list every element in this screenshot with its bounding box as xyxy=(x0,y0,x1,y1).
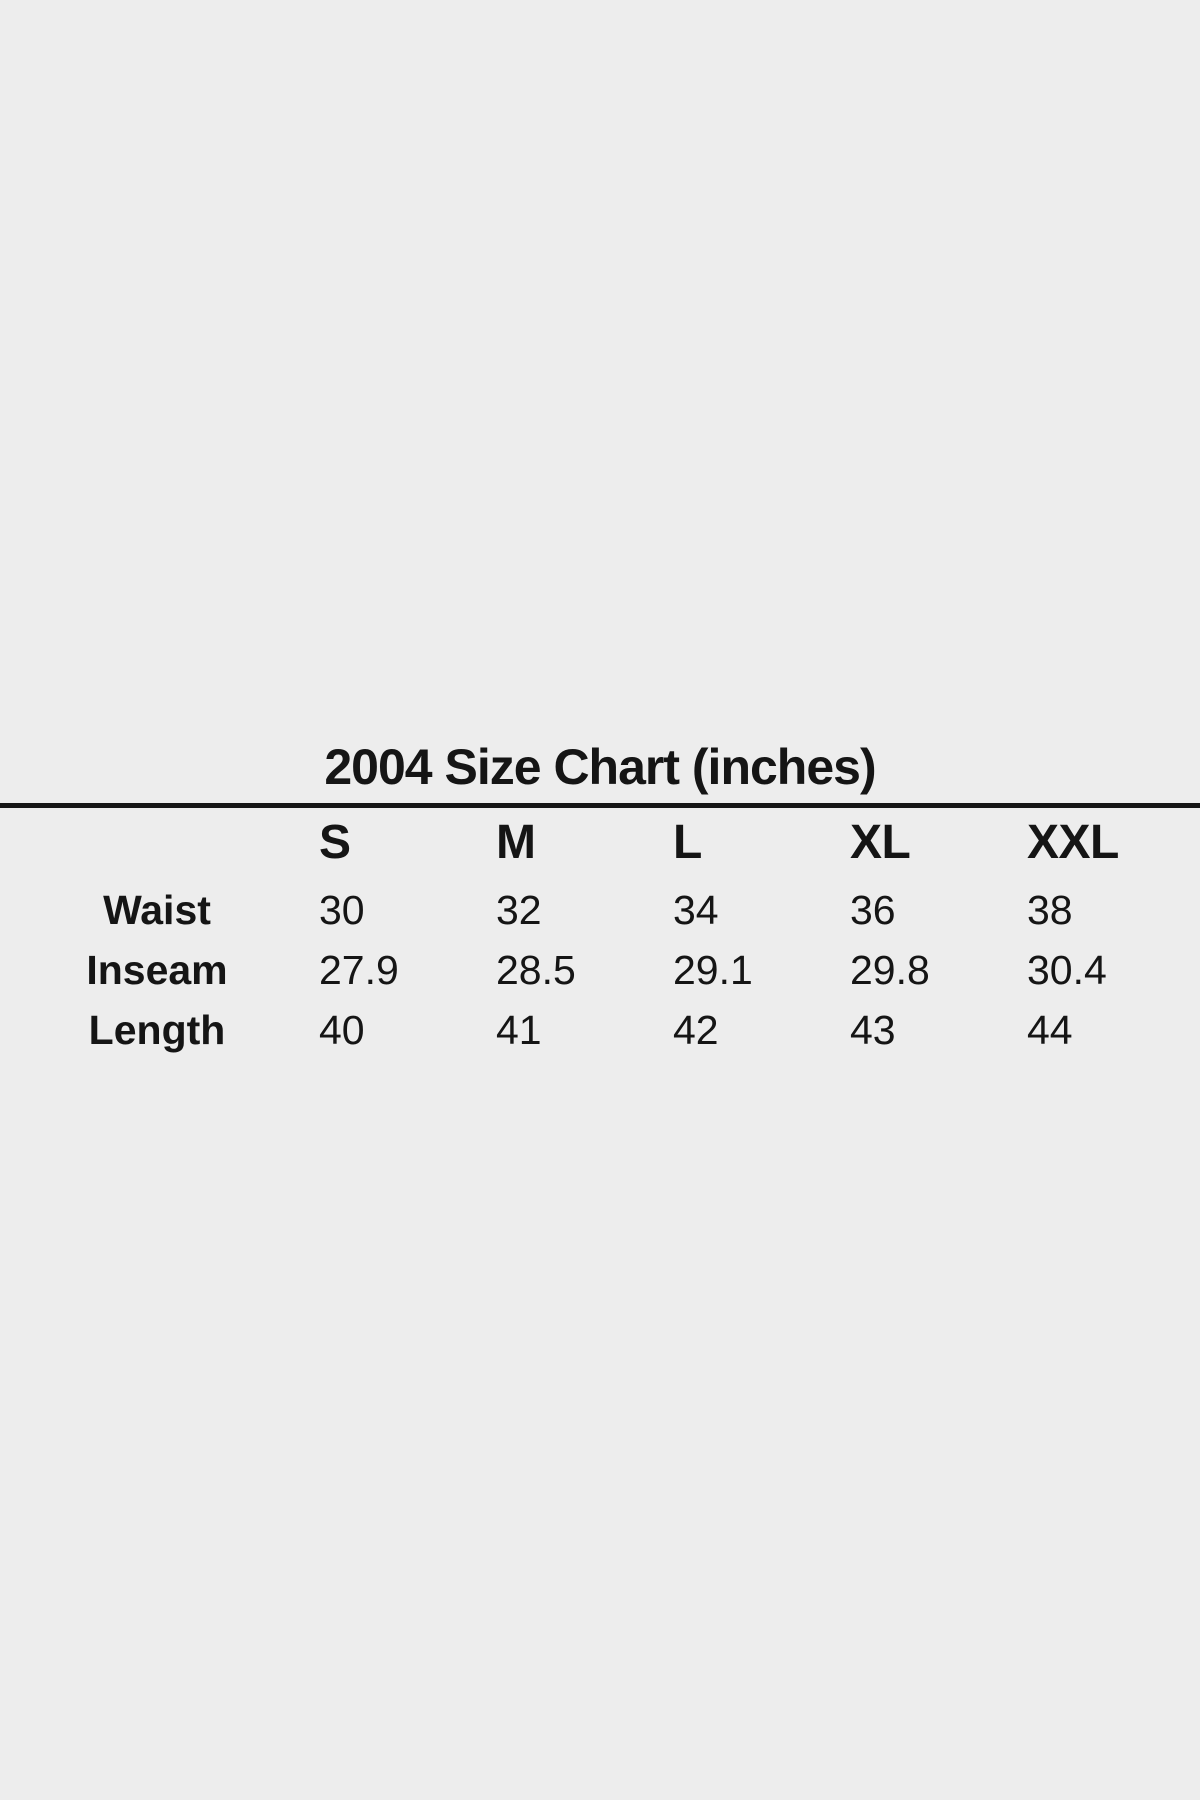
table-header-row xyxy=(0,812,1199,880)
corner-cell xyxy=(0,812,314,880)
row-label-length: Length xyxy=(88,1007,226,1053)
row-label-waist: Waist xyxy=(103,887,211,933)
table-cell-length-l: 42 xyxy=(673,1007,719,1053)
size-chart-title: 2004 Size Chart (inches) xyxy=(324,739,876,795)
divider-line xyxy=(0,803,1200,808)
table-cell-waist-xl: 36 xyxy=(850,887,896,933)
table-cell-length-m: 41 xyxy=(496,1007,542,1053)
column-header-l: L xyxy=(673,816,702,869)
table-cell-waist-s: 30 xyxy=(319,887,365,933)
table-cell-waist-m: 32 xyxy=(496,887,542,933)
column-header-m: M xyxy=(496,816,536,869)
column-header-xxl: XXL xyxy=(1027,816,1119,869)
table-cell-inseam-s: 27.9 xyxy=(319,947,399,993)
table-cell-inseam-m: 28.5 xyxy=(496,947,576,993)
table-row-inseam xyxy=(0,940,1199,1000)
table-cell-waist-l: 34 xyxy=(673,887,719,933)
table-cell-length-xxl: 44 xyxy=(1027,1007,1073,1053)
table-cell-length-s: 40 xyxy=(319,1007,365,1053)
row-label-inseam: Inseam xyxy=(86,947,228,993)
table-row-length xyxy=(0,1000,1199,1060)
table-cell-length-xl: 43 xyxy=(850,1007,896,1053)
table-cell-inseam-xl: 29.8 xyxy=(850,947,930,993)
column-header-s: S xyxy=(319,816,351,869)
size-chart-table xyxy=(0,812,1199,1060)
table-cell-waist-xxl: 38 xyxy=(1027,887,1073,933)
table-cell-inseam-l: 29.1 xyxy=(673,947,753,993)
column-header-xl: XL xyxy=(850,816,911,869)
table-row-waist xyxy=(0,880,1199,940)
table-cell-inseam-xxl: 30.4 xyxy=(1027,947,1107,993)
